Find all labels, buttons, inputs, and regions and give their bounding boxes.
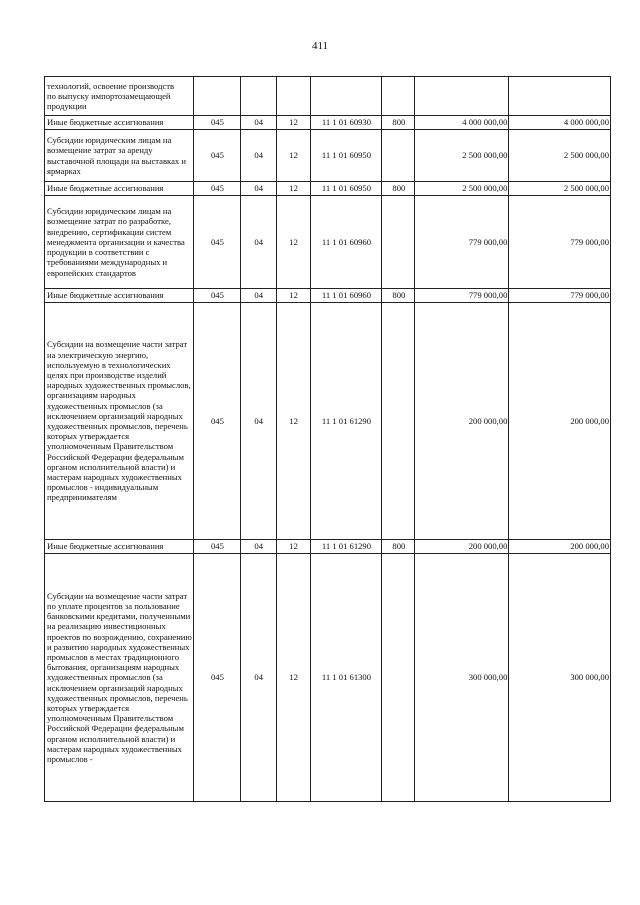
row-name-text: технологий, освоение производств по выпуску импортозамещающей продукции — [47, 80, 175, 112]
row-name-cell: Иные бюджетные ассигнования — [45, 289, 194, 303]
section-code-cell: 04 — [240, 540, 276, 554]
amount-cell: 200 000,00 — [415, 540, 509, 554]
row-name-cell: Субсидии на возмещение части затрат по уплате процентов за пользование банковскими кредитами, полученными на реализацию инвестиционных проектов по возрождению, сохранению и развитию народных художественных промыслов в местах традиционного бытования, организациям народных художественных промыслов (за исключением организаций народных художественных промыслов, перечень которых утверждается уполномоченным Правительством Российской Федерации федеральным органом исполнительной власти) и мастерам народных художественных промыслов - — [45, 554, 194, 802]
table-row — [45, 540, 611, 554]
subsection-code-cell: 12 — [276, 130, 310, 182]
table-row — [45, 77, 611, 116]
expense-type-cell: 800 — [382, 540, 415, 554]
row-name-cell — [45, 77, 194, 116]
target-code-cell: 11 1 01 61290 — [310, 540, 382, 554]
expense-type-cell — [382, 130, 415, 182]
amount-cell — [415, 77, 509, 116]
amount-cell: 200 000,00 — [415, 303, 509, 540]
row-name-cell: Субсидии юридическим лицам на возмещение затрат по разработке, внедрению, сертификации систем менеджмента организации и качества продукции в соответствии с требованиями международных и европейских стандартов — [45, 196, 194, 289]
ministry-code-cell — [194, 77, 241, 116]
subsection-code-cell: 12 — [276, 182, 310, 196]
subsection-code-cell: 12 — [276, 196, 310, 289]
amount-cell: 2 500 000,00 — [415, 182, 509, 196]
amount-cell: 2 500 000,00 — [509, 182, 611, 196]
subsection-code-cell: 12 — [276, 116, 310, 130]
amount-cell: 4 000 000,00 — [415, 116, 509, 130]
amount-cell: 200 000,00 — [509, 540, 611, 554]
row-name-cell: Субсидии на возмещение части затрат на электрическую энергию, используемую в технологических целях при производстве изделий народных художественных промыслов, организациям народных художественных промыслов (за исключением организаций народных художественных промыслов, перечень которых утверждается уполномоченным Правительством Российской Федерации федеральным органом исполнительной власти) и мастерам народных художественных промыслов - индивидуальным предпринимателям — [45, 303, 194, 540]
row-name-cell: Субсидии юридическим лицам на возмещение затрат за аренду выставочной площади на выставках и ярмарках — [45, 130, 194, 182]
expense-type-cell — [382, 554, 415, 802]
amount-cell: 4 000 000,00 — [509, 116, 611, 130]
section-code-cell: 04 — [240, 182, 276, 196]
section-code-cell: 04 — [240, 130, 276, 182]
budget-table — [44, 76, 611, 802]
ministry-code-cell: 045 — [194, 130, 241, 182]
table-row — [45, 116, 611, 130]
row-name-cell: Иные бюджетные ассигнования — [45, 116, 194, 130]
amount-cell: 2 500 000,00 — [509, 130, 611, 182]
target-code-cell: 11 1 01 60930 — [310, 116, 382, 130]
ministry-code-cell: 045 — [194, 303, 241, 540]
subsection-code-cell: 12 — [276, 540, 310, 554]
target-code-cell: 11 1 01 60960 — [310, 196, 382, 289]
section-code-cell: 04 — [240, 303, 276, 540]
target-code-cell: 11 1 01 60960 — [310, 289, 382, 303]
ministry-code-cell: 045 — [194, 116, 241, 130]
target-code-cell: 11 1 01 61300 — [310, 554, 382, 802]
ministry-code-cell: 045 — [194, 289, 241, 303]
row-name-cell: Иные бюджетные ассигнования — [45, 182, 194, 196]
expense-type-cell: 800 — [382, 182, 415, 196]
ministry-code-cell: 045 — [194, 554, 241, 802]
table-row — [45, 289, 611, 303]
page-number: 411 — [311, 40, 329, 52]
section-code-cell: 04 — [240, 289, 276, 303]
table-row — [45, 182, 611, 196]
subsection-code-cell — [276, 77, 310, 116]
target-code-cell — [310, 77, 382, 116]
subsection-code-cell: 12 — [276, 289, 310, 303]
ministry-code-cell: 045 — [194, 540, 241, 554]
amount-cell: 2 500 000,00 — [415, 130, 509, 182]
amount-cell: 779 000,00 — [415, 289, 509, 303]
expense-type-cell: 800 — [382, 116, 415, 130]
expense-type-cell — [382, 77, 415, 116]
table-row — [45, 303, 611, 540]
expense-type-cell — [382, 303, 415, 540]
subsection-code-cell: 12 — [276, 554, 310, 802]
section-code-cell: 04 — [240, 196, 276, 289]
table-row — [45, 130, 611, 182]
amount-cell: 200 000,00 — [509, 303, 611, 540]
amount-cell: 779 000,00 — [415, 196, 509, 289]
target-code-cell: 11 1 01 61290 — [310, 303, 382, 540]
subsection-code-cell: 12 — [276, 303, 310, 540]
section-code-cell — [240, 77, 276, 116]
target-code-cell: 11 1 01 60950 — [310, 130, 382, 182]
amount-cell: 300 000,00 — [415, 554, 509, 802]
table-row — [45, 554, 611, 802]
row-name-cell: Иные бюджетные ассигнования — [45, 540, 194, 554]
expense-type-cell — [382, 196, 415, 289]
section-code-cell: 04 — [240, 116, 276, 130]
amount-cell — [509, 77, 611, 116]
section-code-cell: 04 — [240, 554, 276, 802]
expense-type-cell: 800 — [382, 289, 415, 303]
amount-cell: 779 000,00 — [509, 289, 611, 303]
amount-cell: 300 000,00 — [509, 554, 611, 802]
ministry-code-cell: 045 — [194, 182, 241, 196]
amount-cell: 779 000,00 — [509, 196, 611, 289]
ministry-code-cell: 045 — [194, 196, 241, 289]
table-row — [45, 196, 611, 289]
target-code-cell: 11 1 01 60950 — [310, 182, 382, 196]
